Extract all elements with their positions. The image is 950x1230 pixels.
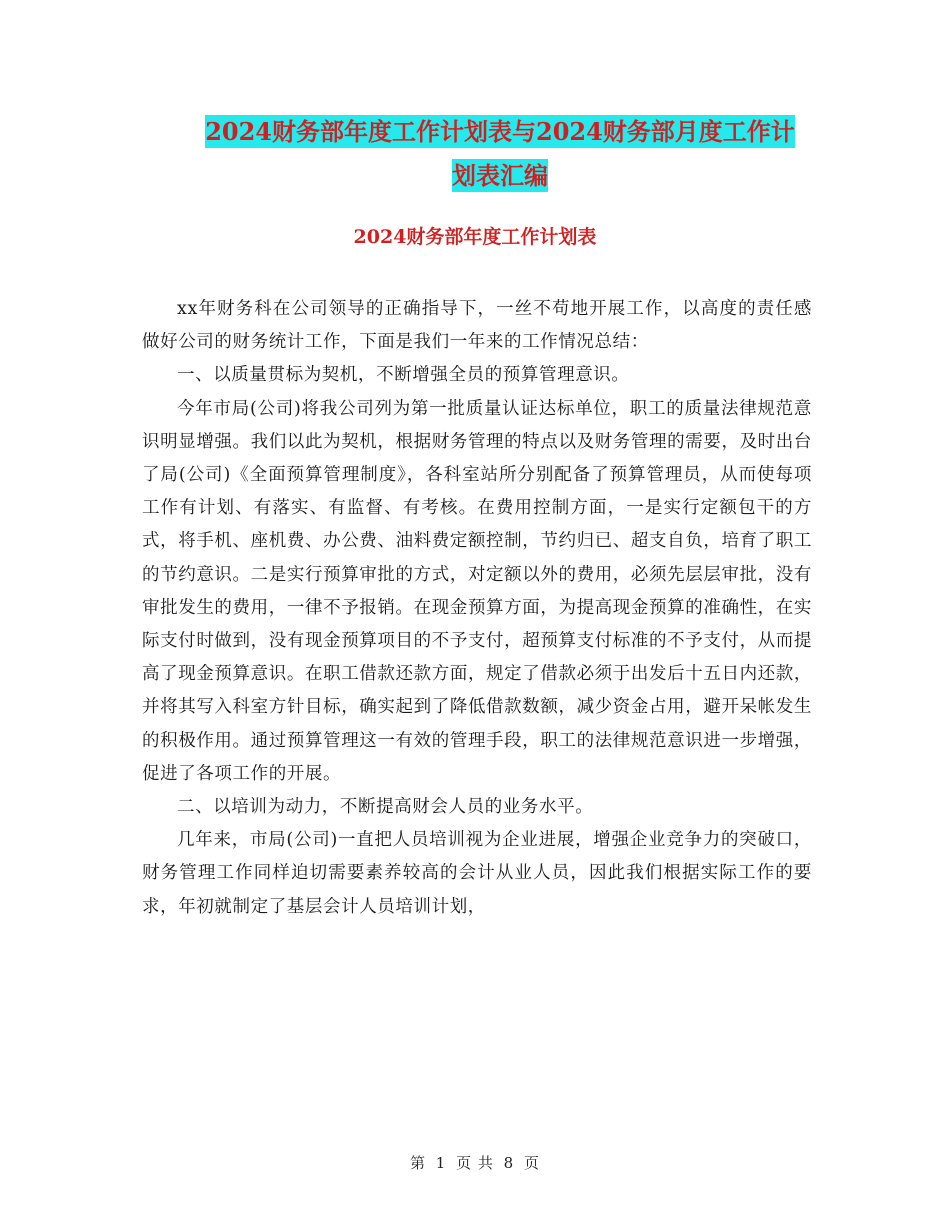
footer-mid: 页 共 xyxy=(456,1154,494,1172)
title-line-1: 2024财务部年度工作计划表与2024财务部月度工作计 xyxy=(205,117,795,146)
document-title xyxy=(140,110,860,198)
paragraph-budget: 今年市局(公司)将我公司列为第一批质量认证达标单位，职工的质量法律规范意识明显增强。我们以此为契机，根据财务管理的特点以及财务管理的需要，及时出台了局(公司)《全面预算管理制度》，各科室站所分别配备了预算管理员，从而使每项工作有计划、有落实、有监督、有考核。在费用控制方面，一是实行定额包干的方式，将手机、座机费、办公费、油料费定额控制，节约归已、超支自负，培育了职工的节约意识。二是实行预算审批的方式，对定额以外的费用，必须先层层审批，没有审批发生的费用，一律不予报销。在现金预算方面，为提高现金预算的准确性，在实际支付时做到，没有现金预算项目的不予支付，超预算支付标准的不予支付，从而提高了现金预算意识。在职工借款还款方面，规定了借款必须于出发后十五日内还款，并将其写入科室方针目标，确实起到了降低借款数额，减少资金占用，避开呆帐发生的积极作用。通过预算管理这一有效的管理手段，职工的法律规范意识进一步增强，促进了各项工作的开展。 xyxy=(142,398,812,784)
paragraph-training: 几年来，市局(公司)一直把人员培训视为企业进展，增强企业竞争力的突破口，财务管理工作同样迫切需要素养较高的会计从业人员，因此我们根据实际工作的要求，年初就制定了基层会计人员培训计划， xyxy=(142,830,812,917)
paragraph-intro: xx年财务科在公司领导的正确指导下，一丝不苟地开展工作，以高度的责任感做好公司的财务统计工作，下面是我们一年来的工作情况总结： xyxy=(142,299,812,353)
paragraph-heading-2: 二、以培训为动力，不断提高财会人员的业务水平。 xyxy=(177,797,594,818)
title-line-2: 划表汇编 xyxy=(452,161,548,190)
footer-page-total: 8 xyxy=(503,1154,515,1172)
document-body xyxy=(142,293,812,924)
paragraph-heading-1: 一、以质量贯标为契机，不断增强全员的预算管理意识。 xyxy=(177,365,630,386)
footer-page-number: 1 xyxy=(435,1154,447,1172)
page-footer xyxy=(0,1152,950,1174)
footer-prefix: 第 xyxy=(409,1154,426,1172)
footer-suffix: 页 xyxy=(524,1154,541,1172)
section-title: 2024财务部年度工作计划表 xyxy=(353,226,597,248)
